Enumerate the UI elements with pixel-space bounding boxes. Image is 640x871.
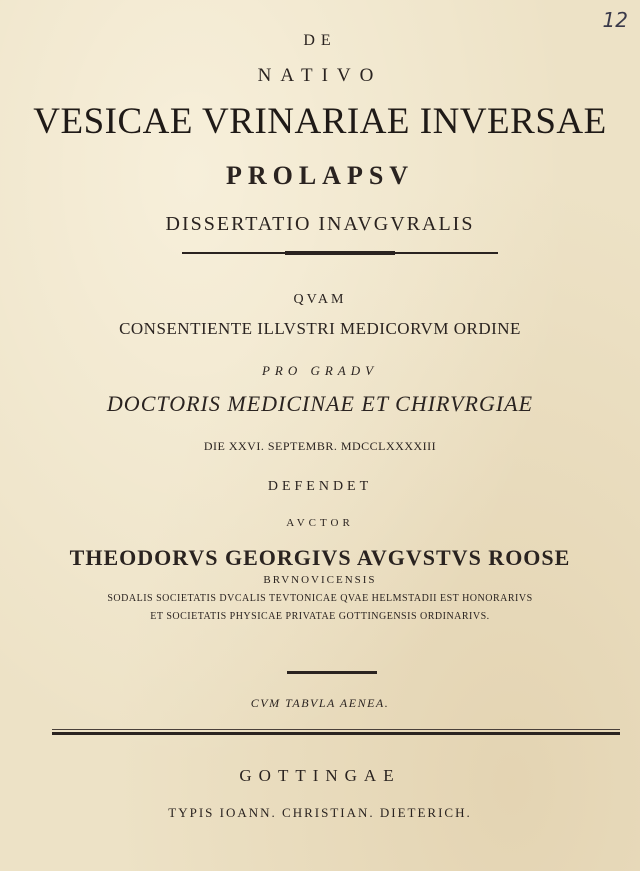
title-main: VESICAE VRINARIAE INVERSAE [33, 101, 607, 142]
page-number: 12 [602, 8, 628, 32]
text-doctoris: DOCTORIS MEDICINAE ET CHIRVRGIAE [106, 391, 534, 416]
imprint-printer: TYPIS IOANN. CHRISTIAN. DIETERICH. [168, 805, 472, 820]
text-pro-gradu: PRO GRADV [261, 363, 379, 378]
title-de: DE [303, 32, 337, 49]
ornamental-rule-middle [287, 671, 377, 674]
imprint-city: GOTTINGAE [239, 766, 401, 785]
ornamental-rule-top-center [285, 251, 395, 255]
author-name: THEODORVS GEORGIVS AVGVSTVS ROOSE [69, 545, 571, 570]
title-nativo: NATIVO [257, 65, 383, 86]
author-affiliation-2: ET SOCIETATIS PHYSICAE PRIVATAE GOTTINGENSIS ORDINARIVS. [150, 611, 490, 622]
author-origin: BRVNOVICENSIS [263, 574, 377, 586]
text-consentiente: CONSENTIENTE ILLVSTRI MEDICORVM ORDINE [119, 319, 521, 338]
text-auctor: AVCTOR [286, 517, 354, 529]
title-prolapsu: PROLAPSV [225, 161, 415, 190]
text-tabula: CVM TABVLA AENEA. [250, 696, 390, 710]
text-defendet: DEFENDET [267, 479, 373, 494]
author-affiliation-1: SODALIS SOCIETATIS DVCALIS TEVTONICAE QVAE HELMSTADII EST HONORARIVS [107, 593, 533, 604]
rule-bottom-upper [52, 729, 620, 730]
rule-bottom-lower [52, 732, 620, 735]
text-date: DIE XXVI. SEPTEMBR. MDCCLXXXXIII [203, 439, 437, 453]
title-dissertatio: DISSERTATIO INAVGVRALIS [165, 213, 475, 235]
text-quam: QVAM [293, 292, 347, 307]
